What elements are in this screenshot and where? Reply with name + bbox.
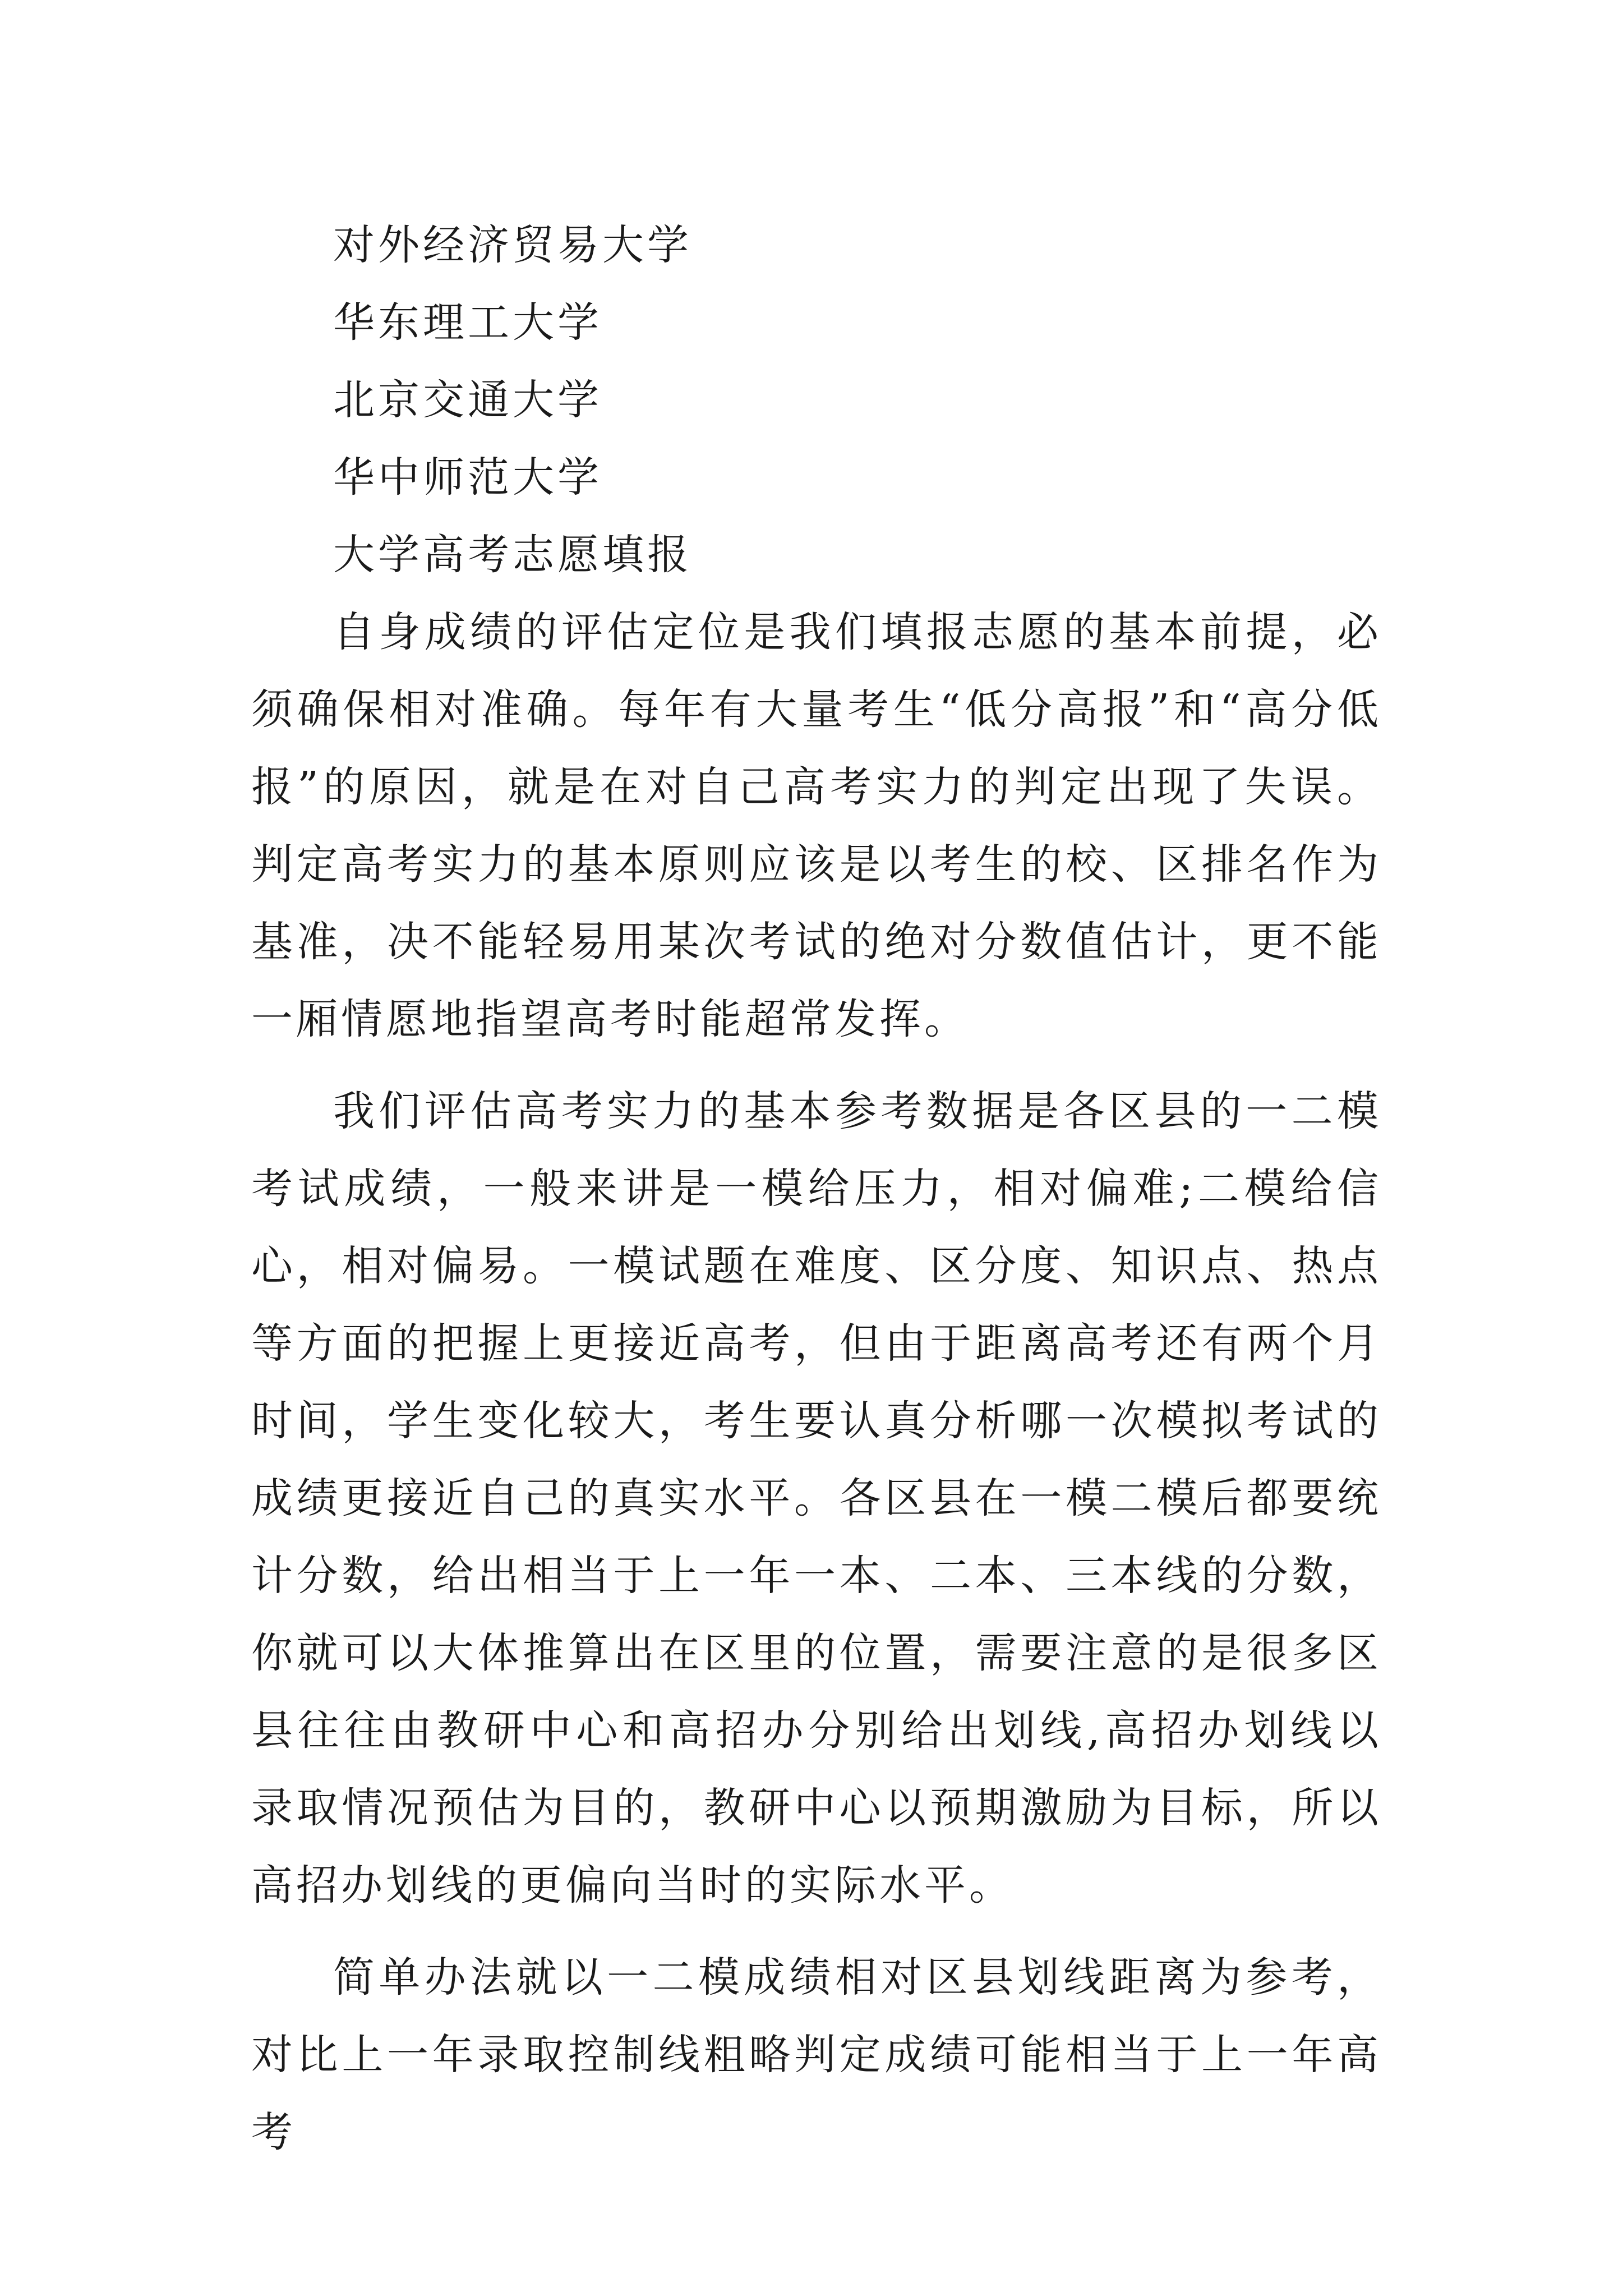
document-body — [251, 206, 1382, 2171]
body-paragraph: 简单办法就以一二模成绩相对区县划线距离为参考，对比上一年录取控制线粗略判定成绩可能相当于上一年高考 — [251, 1953, 1382, 2156]
university-name-line: 对外经济贸易大学 — [333, 221, 692, 269]
body-paragraph: 自身成绩的评估定位是我们填报志愿的基本前提，必须确保相对准确。每年有大量考生“低分高报”和“高分低报”的原因，就是在对自己高考实力的判定出现了失误。判定高考实力的基本原则应该是以考生的校、区排名作为基准，决不能轻易用某次考试的绝对分数值估计，更不能一厢情愿地指望高考时能超常发挥。 — [251, 608, 1382, 1043]
university-name-line: 华中师范大学 — [333, 453, 602, 501]
body-paragraph: 我们评估高考实力的基本参考数据是各区县的一二模考试成绩，一般来讲是一模给压力，相对偏难;二模给信心，相对偏易。一模试题在难度、区分度、知识点、热点等方面的把握上更接近高考，但由于距离高考还有两个月时间，学生变化较大，考生要认真分析哪一次模拟考试的成绩更接近自己的真实水平。各区县在一模二模后都要统计分数，给出相当于上一年一本、二本、三本线的分数，你就可以大体推算出在区里的位置，需要注意的是很多区县往往由教研中心和高招办分别给出划线,高招办划线以录取情况预估为目的，教研中心以预期激励为目标，所以高招办划线的更偏向当时的实际水平。 — [251, 1087, 1382, 1910]
university-name-line: 华东理工大学 — [333, 298, 602, 347]
university-name-line: 北京交通大学 — [333, 376, 602, 424]
section-heading: 大学高考志愿填报 — [333, 531, 692, 579]
